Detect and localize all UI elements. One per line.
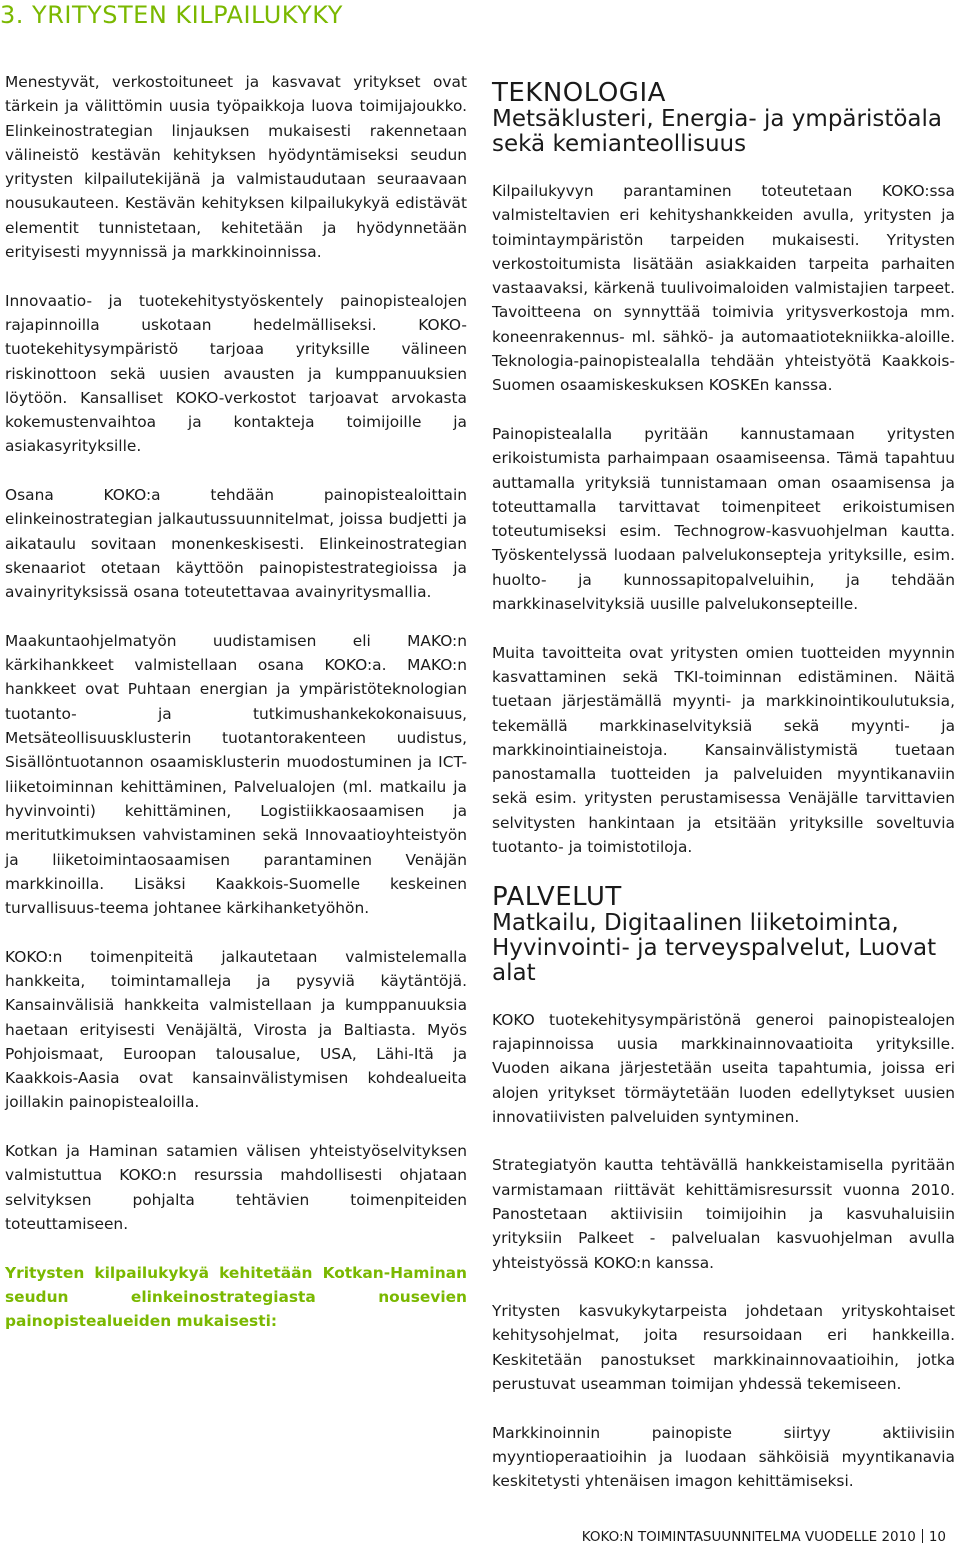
section-label: PALVELUT [492,881,622,912]
paragraph: Muita tavoitteita ovat yritysten omien tuotteiden myynnin kasvattaminen sekä TKI-toiminnan edistäminen. Näitä tuetaan järjestämällä myynti- ja markkinointikoulutuksia, tekemällä markkinaselvityksiä sekä myynti- ja markkinointiaineistoja. Kansainvälistymistä tuetaan panostamalla tuotteiden ja palveluiden myyntikanaviin sekä esim. yritysten perustamisessa Venäjälle tarvittavien selvitysten hankintaan ja etsitään yrityksille soveltuvia tuotanto- ja toimistotiloja. [492,643,955,857]
left-column [5,70,467,1358]
paragraph: Yritysten kasvukykytarpeista johdetaan yrityskohtaiset kehitysohjelmat, joita resursoidaan eri hankkeilla. Keskitetään panostukset markkinainnovaatioihin, jotka perustuvat useamman toimijan yhdessä tekemiseen. [492,1302,955,1394]
paragraph: Kilpailukyvyn parantaminen toteutetaan KOKO:ssa valmisteltavien eri kehityshankkeiden avulla, yritysten ja toimintaympäristön tarpeiden mukaisesti. Yritysten verkostoitumista lisätään asiakkaiden tarpeita parhaiten vastaavaksi, kärkenä tuulivoimaloiden valmistajien tarpeet. Tavoitteena on synnyttää toimivia yritysverkostoja mm. koneenrakennus- ml. sähkö- ja automaatiotekniikka-aloille. Teknologia-painopistealalla tehdään yhteistyötä Kaakkois-Suomen osaamiskeskuksen KOSKEn kanssa. [492,182,955,395]
footer-text: KOKO:N TOIMINTASUUNNITELMA VUODELLE 2010 [581,1529,916,1545]
paragraph: KOKO tuotekehitysympäristönä generoi painopistealojen rajapinnoissa uusia markkinainnovaatioita yrityksille. Vuoden aikana järjestetään useita tapahtumia, joissa eri alojen yritykset törmäytetään luoden edellytykset uusien innovatiivisten palveluiden syntyminen. [492,1010,955,1126]
page-number: 10 [928,1529,946,1545]
section-label: TEKNOLOGIA [492,78,666,108]
section-subtitle: Matkailu, Digitaalinen liiketoiminta, Hyvinvointi- ja terveyspalvelut, Luovat alat [492,909,937,986]
right-column [492,80,955,1518]
paragraph: Kotkan ja Haminan satamien välisen yhteistyöselvityksen valmistuttua KOKO:n resurssia mahdollisesti ohjataan selvityksen pohjalta tehtävien toimenpiteiden toteuttamiseen. [5,1142,467,1233]
section-heading-teknologia [492,80,955,157]
paragraph: Menestyvät, verkostoituneet ja kasvavat yritykset ovat tärkein ja välittömin uusia työpaikkoja luova toimijajoukko. Elinkeinostrategian linjauksen mukaisesti rakennetaan välineistö kestävän kehityksen hyödyntämiseksi seudun yritysten kilpailutekijänä ja valmistaudutaan seuraavaan nousukauteen. Kestävän kehityksen kilpailukykyä edistävät elementit tunnistetaan, kehitetään ja hyödynnetään erityisesti myynnissä ja markkinoinnissa. [5,73,467,262]
paragraph: Maakuntaohjelmatyön uudistamisen eli MAKO:n kärkihankkeet valmistellaan osana KOKO:a. MAKO:n hankkeet ovat Puhtaan energian ja ympäristöteknologian tuotanto- ja tutkimushankekokonaisuus, Metsäteollisuusklusterin tuotantorakenteen uudistus, Sisällöntuotannon osaamisklusterin muodostuminen ja ICT-liiketoiminnan kehittäminen, Palvelualojen (ml. matkailu ja hyvinvointi) kehittäminen, Logistiikkaosaamisen ja meritutkimuksen vahvistaminen sekä Innovaatioyhteistyön ja liiketoimintaosaamisen parantaminen Venäjän markkinoilla. Lisäksi Kaakkois-Suomelle keskeinen turvallisuus-teema johtanee kärkihanketyöhön. [5,631,467,918]
paragraph: Strategiatyön kautta tehtävällä hankkeistamisella pyritään varmistamaan riittävät kehittämisresurssit vuonna 2010. Panostetaan aktiivisiin toimijoihin ja kasvuhaluisiin yrityksiin Palkeet - palvelualan kasvuohjelman avulla yhteistyössä KOKO:n kanssa. [492,1156,955,1272]
paragraph: KOKO:n toimenpiteitä jalkautetaan valmistelemalla hankkeita, toimintamalleja ja pysyviä käytäntöjä. Kansainvälisiä hankkeita valmistellaan ja kumppanuuksia haetaan erityisesti Venäjältä, Virosta ja Baltiasta. Myös Pohjoismaat, Euroopan talousalue, USA, Lähi-Itä ja Kaakkois-Aasia ovat kansainvälistymisen kohdealueita joillakin painopistealoilla. [5,947,467,1112]
footer-divider [922,1529,923,1543]
paragraph: Painopistealalla pyritään kannustamaan yritysten erikoistumista parhaimpaan osaamiseensa. Tämä tapahtuu auttamalla yrityksiä tunnistamaan oman osaamisensa ja toteuttamalla tarvittavat toimenpiteet erikoistumisen toteutumiseksi esim. Technogrow-kasvuohjelman kautta. Työskentelyssä luodaan palvelukonsepteja yrityksille, esim. huolto- ja kunnossapitopalveluihin, ja tehdään markkinaselvityksiä uusille palvelukonsepteille. [492,424,955,614]
page-title: 3. YRITYSTEN KILPAILUKYKY [0,1,343,29]
section-heading-palvelut [492,881,955,986]
page-footer [582,1528,946,1546]
paragraph: Markkinoinnin painopiste siirtyy aktiivisiin myyntioperaatioihin ja luodaan sähköisiä myyntikanavia keskitetysti yhtenäisen imagon kehittämiseksi. [492,1423,955,1491]
highlight-paragraph: Yritysten kilpailukykyä kehitetään Kotkan-Haminan seudun elinkeinostrategiasta nousevien painopistealueiden mukaisesti: [5,1263,467,1331]
paragraph: Innovaatio- ja tuotekehitystyöskentely painopistealojen rajapinnoilla uskotaan hedelmälliseksi. KOKO-tuotekehitysympäristö tarjoaa yrityksille välineen riskinottoon sekä uusien avausten ja kumppanuuksien löytöön. Kansalliset KOKO-verkostot tarjoavat arvokasta kokemustenvaihtoa ja kontakteja toimijoille ja asiakasyrityksille. [5,291,467,456]
section-subtitle: Metsäklusteri, Energia- ja ympäristöala sekä kemianteollisuus [492,106,943,157]
paragraph: Osana KOKO:a tehdään painopistealoittain elinkeinostrategian jalkautussuunnitelmat, joissa budjetti ja aikataulu sovitaan monenkeskisesti. Elinkeinostrategian skenaariot otetaan käyttöön painopistestrategioissa ja avainyrityksissä osana toteutettavaa avainyritysmallia. [5,486,467,602]
